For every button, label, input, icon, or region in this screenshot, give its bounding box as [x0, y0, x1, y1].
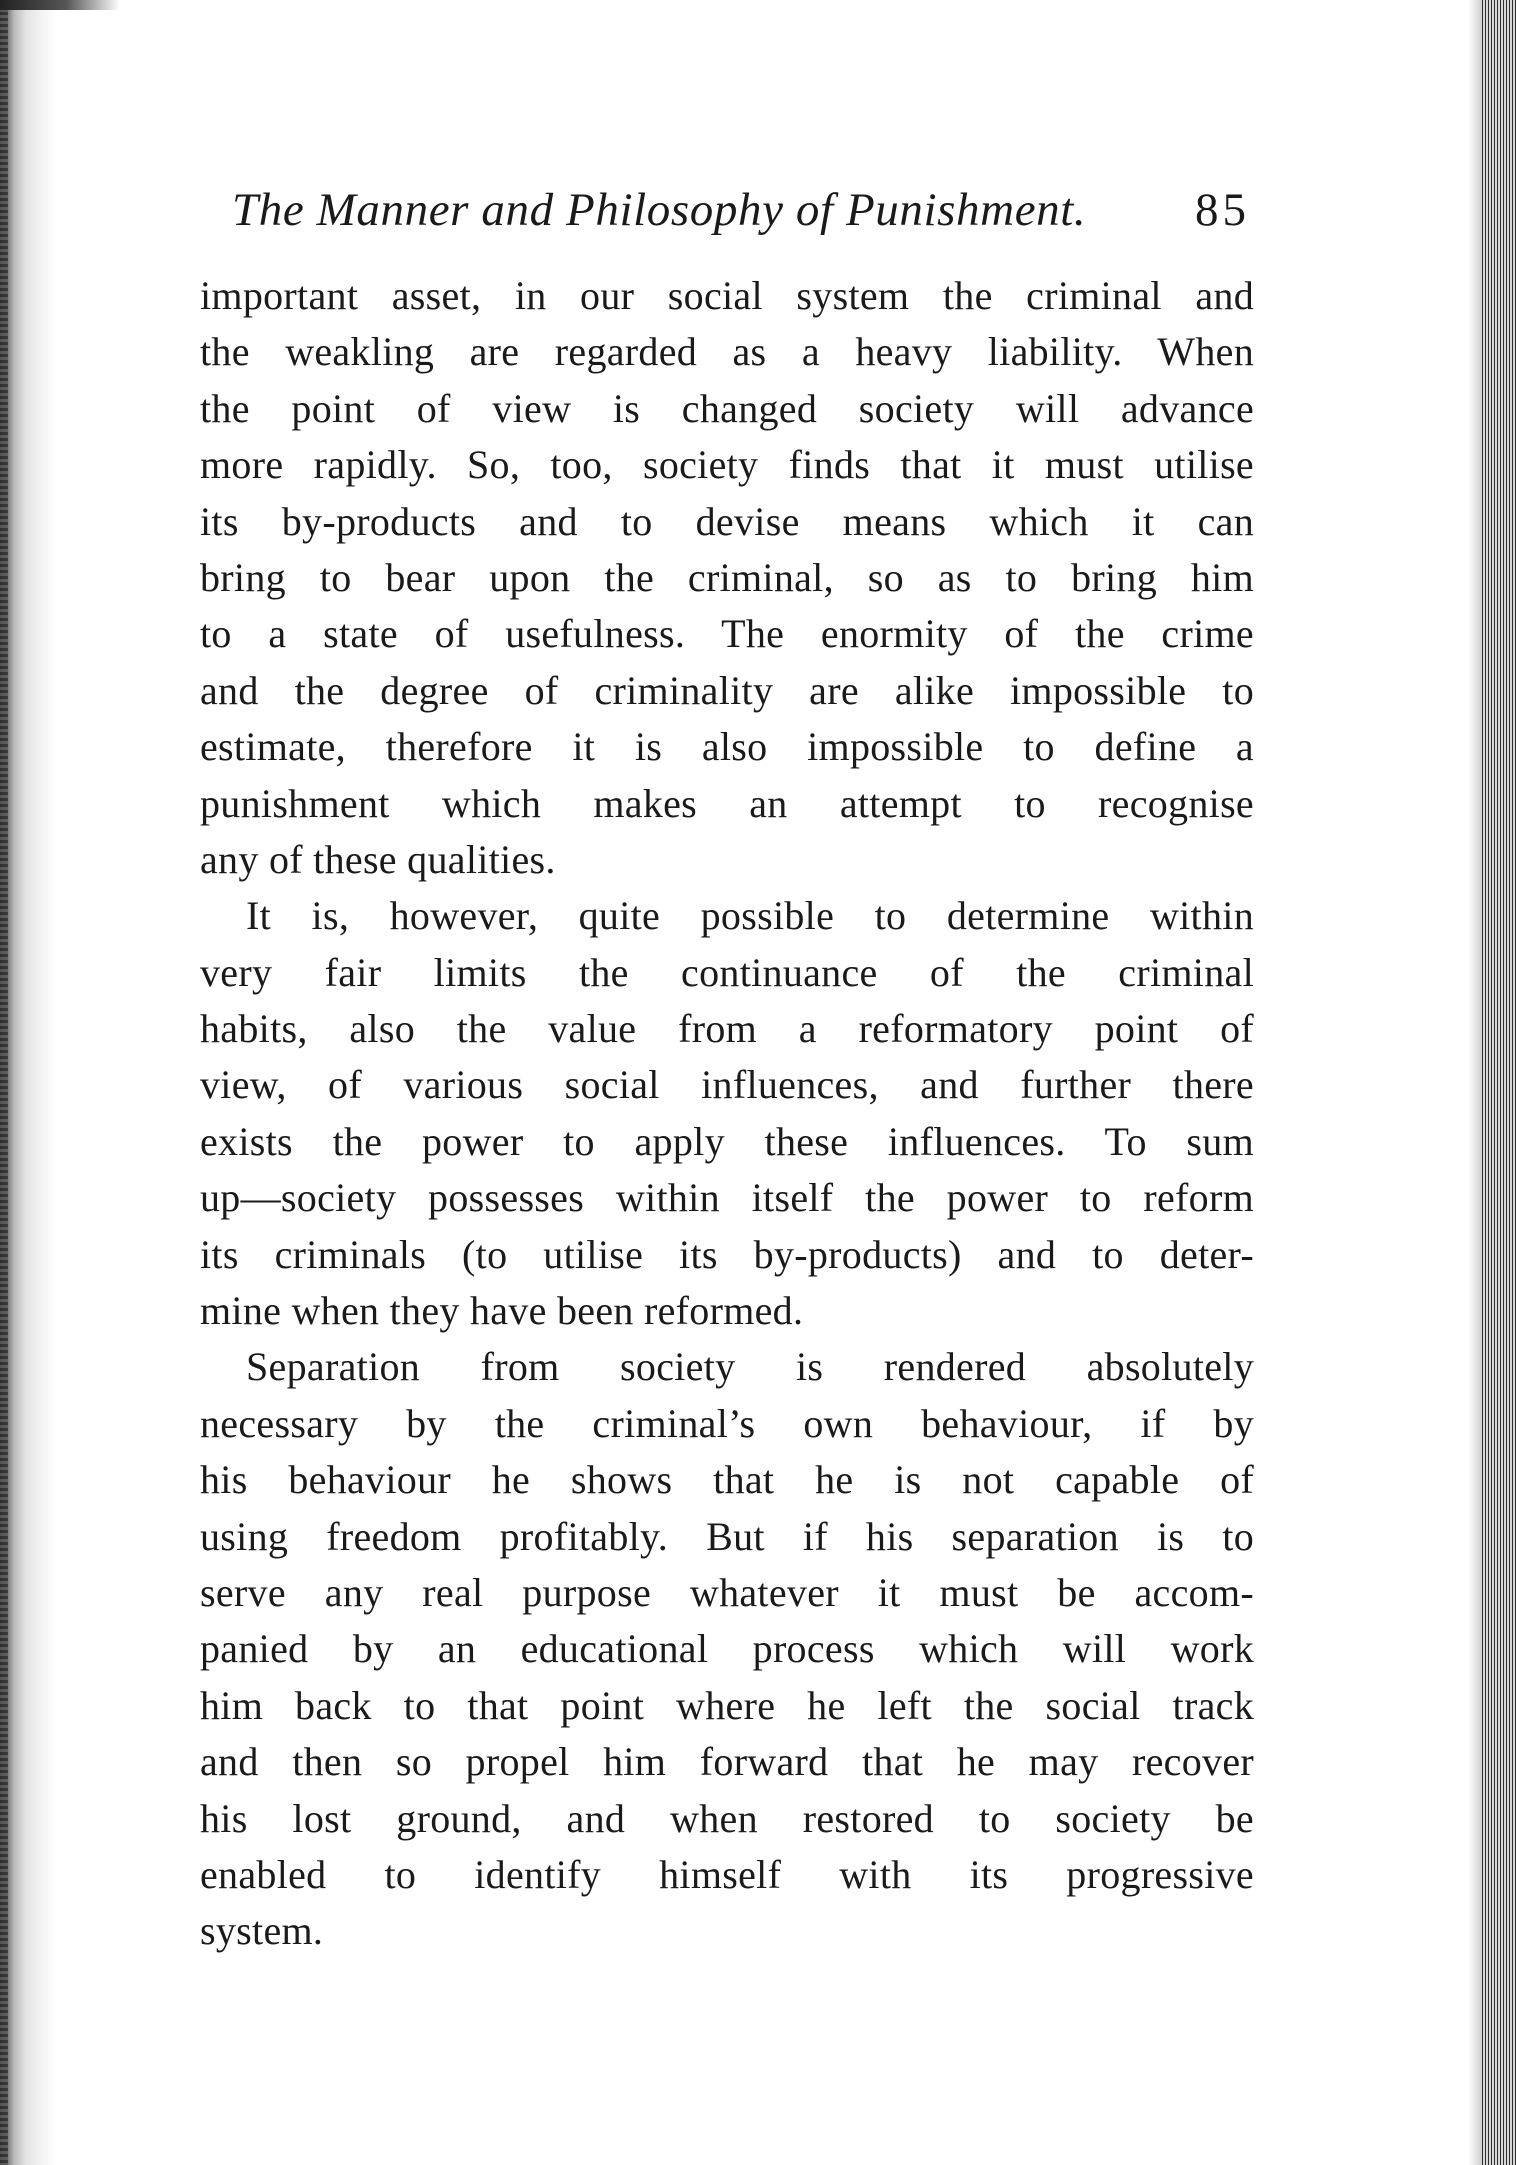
text-line: habits, also the value from a reformatory point of — [200, 1006, 1254, 1052]
book-binding-corner — [0, 0, 120, 10]
text-line: mine when they have been reformed. — [200, 1288, 804, 1334]
text-line: the weakling are regarded as a heavy liability. When — [200, 329, 1254, 375]
text-line: necessary by the criminal’s own behaviour, if by — [200, 1400, 1254, 1446]
text-line: view, of various social influences, and further there — [200, 1062, 1254, 1108]
text-line: It is, however, quite possible to determine within — [246, 893, 1254, 939]
text-line: very fair limits the continuance of the criminal — [200, 949, 1254, 995]
body-text — [200, 268, 1254, 1960]
page-stack-fore-edge — [1482, 0, 1516, 2165]
text-line: serve any real purpose whatever it must be accom- — [200, 1569, 1254, 1615]
text-line: important asset, in our social system the criminal and — [200, 273, 1254, 318]
text-line: his lost ground, and when restored to society be — [200, 1795, 1254, 1841]
page-number: 85 — [1195, 184, 1250, 236]
text-line: his behaviour he shows that he is not capable of — [200, 1457, 1254, 1503]
text-line: punishment which makes an attempt to recognise — [200, 780, 1254, 826]
text-line: its criminals (to utilise its by-products) and to deter- — [200, 1231, 1254, 1277]
text-line: and the degree of criminality are alike impossible to — [200, 667, 1254, 713]
text-line: its by-products and to devise means which it can — [200, 498, 1254, 544]
text-line: Separation from society is rendered absolutely — [246, 1344, 1254, 1390]
text-line: system. — [200, 1908, 324, 1954]
running-head — [232, 178, 1262, 242]
text-line: up—society possesses within itself the power to reform — [200, 1175, 1254, 1221]
running-head-title: The Manner and Philosophy of Punishment. — [232, 184, 1087, 236]
text-line: the point of view is changed society will advance — [200, 385, 1254, 431]
text-line: and then so propel him forward that he may recover — [200, 1739, 1254, 1785]
text-line: using freedom profitably. But if his separation is to — [200, 1513, 1254, 1559]
book-binding-edge — [0, 0, 58, 2165]
text-line: enabled to identify himself with its progressive — [200, 1851, 1254, 1897]
text-line: more rapidly. So, too, society finds that it must utilise — [200, 442, 1254, 488]
text-line: exists the power to apply these influences. To sum — [200, 1118, 1254, 1164]
text-line: to a state of usefulness. The enormity of the crime — [200, 611, 1254, 657]
text-line: estimate, therefore it is also impossible to define a — [200, 724, 1254, 770]
text-line: bring to bear upon the criminal, so as to bring him — [200, 554, 1254, 600]
text-line: any of these qualities. — [200, 836, 556, 882]
text-line: him back to that point where he left the social track — [200, 1682, 1254, 1728]
text-line: panied by an educational process which will work — [200, 1626, 1254, 1672]
